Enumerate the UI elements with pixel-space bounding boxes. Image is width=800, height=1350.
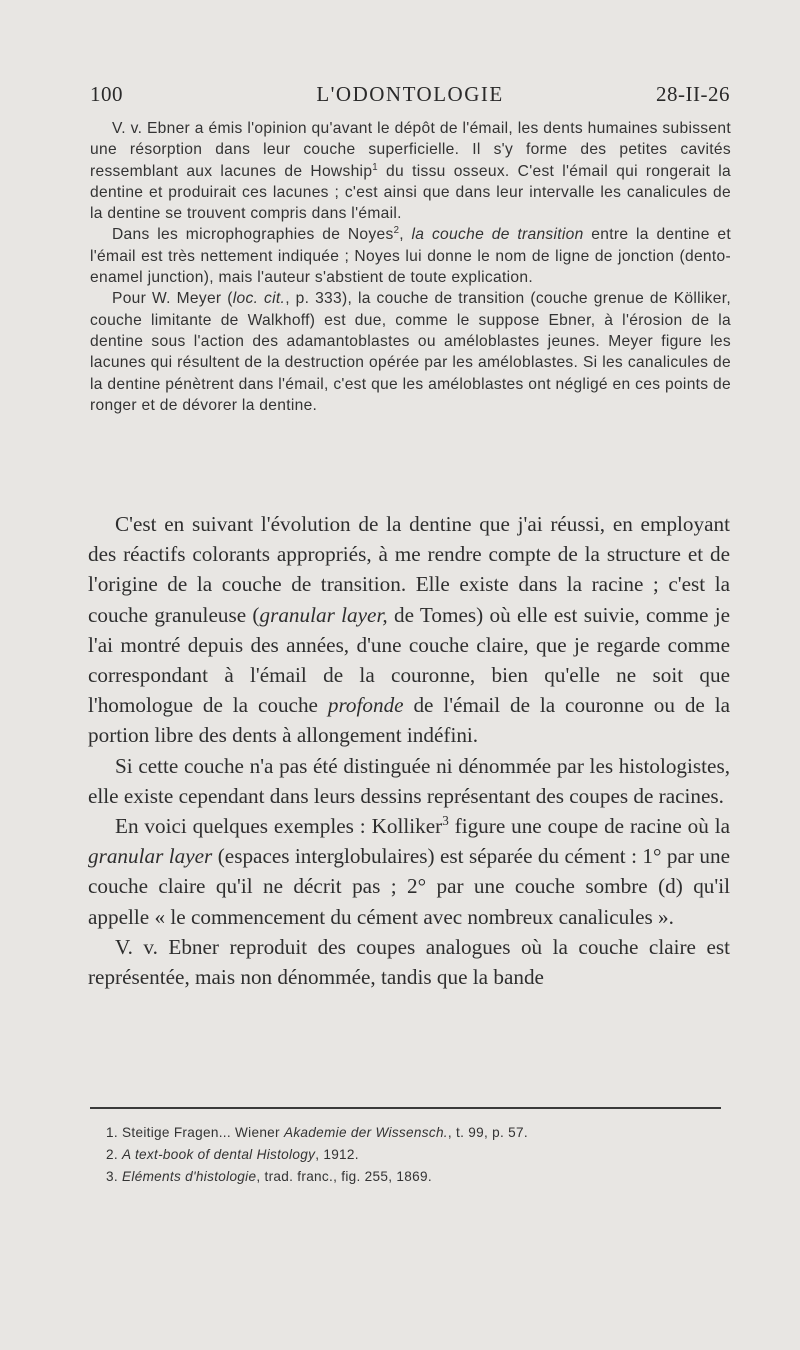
footnote-1: 1. Steitige Fragen... Wiener Akademie der Wissensch., t. 99, p. 57. (106, 1125, 528, 1140)
main-text-block (88, 509, 730, 992)
footnote-ref-3: 3 (442, 812, 449, 828)
journal-title: L'ODONTOLOGIE (316, 82, 504, 106)
body-paragraph-ebner: V. v. Ebner reproduit des coupes analogues où la couche claire est représentée, mais non dénommée, tandis que la bande (88, 934, 730, 990)
body-paragraph-examples: En voici quelques exemples : Kolliker$^3$ figure une coupe de racine où la granular layer (espaces interglobulaires) est séparée du cément : 1° par une couche claire qu'il ne décrit pas ; 2° par une couche sombre (d) qu'il appelle « le commencement du cément avec nombreux canalicules ». (88, 812, 730, 929)
quote-paragraph-ebner: V. v. Ebner a émis l'opinion qu'avant le dépôt de l'émail, les dents humaines subissent une résorption dans leur couche superficielle. Il s'y forme des petites cavités ressemblant aux lacunes de Howship$^1$ du tissu osseux. C'est l'émail qui rongerait la dentine et produirait ces lacunes ; c'est ainsi que dans leur intervalle les canalicules de la dentine se trouvent compris dans l'émail. (90, 120, 731, 223)
quote-paragraph-noyes: Dans les microphographies de Noyes$^2$, la couche de transition entre la dentine et l'émail est très nettement indiquée ; Noyes lui donne le nom de ligne de jonction (dento-enamel junction), mais l'auteur s'abstient de toute explication. (90, 225, 731, 287)
footnotes (106, 1122, 706, 1188)
footnote-ref-1: 1 (372, 161, 378, 173)
body-paragraph-histologists: Si cette couche n'a pas été distinguée ni dénommée par les histologistes, elle existe cependant dans leurs dessins représentant des coupes de racines. (88, 753, 730, 808)
footnote-2: 2. A text-book of dental Histology, 1912. (106, 1147, 359, 1162)
body-paragraph-evolution: C'est en suivant l'évolution de la dentine que j'ai réussi, en employant des réactifs colorants appropriés, à me rendre compte de la structure et de l'origine de la couche de transition. Elle existe dans la racine ; c'est la couche granuleuse (granular layer, de Tomes) où elle est suivie, comme je l'ai montré depuis des années, d'une couche claire, que je regarde comme correspondant à l'émail de la couronne, bien qu'elle ne soit que l'homologue de la couche profonde de l'émail de la couronne ou de la portion libre des dents à allongement indéfini. (88, 512, 730, 748)
footnote-ref-2: 2 (393, 225, 400, 237)
page-number: 100 (90, 82, 123, 106)
footnote-separator (90, 1107, 721, 1109)
quoted-summary-block (90, 118, 731, 416)
quote-paragraph-meyer: Pour W. Meyer (loc. cit., p. 333), la couche de transition (couche grenue de Kölliker, couche limitante de Walkhoff) est due, comme le suppose Ebner, à l'érosion de la dentine sous l'action des adamantoblastes ou améloblastes jeunes. Meyer figure les lacunes qui résultent de la destruction opérée par les améloblastes. Si les canalicules de la dentine pénètrent dans l'émail, c'est que les améloblastes ont négligé en ces points de ronger et de dévorer la dentine. (90, 290, 731, 414)
footnote-3: 3. Eléments d'histologie, trad. franc., fig. 255, 1869. (106, 1169, 432, 1184)
running-head (90, 82, 730, 110)
issue-date: 28-II-26 (656, 82, 730, 106)
